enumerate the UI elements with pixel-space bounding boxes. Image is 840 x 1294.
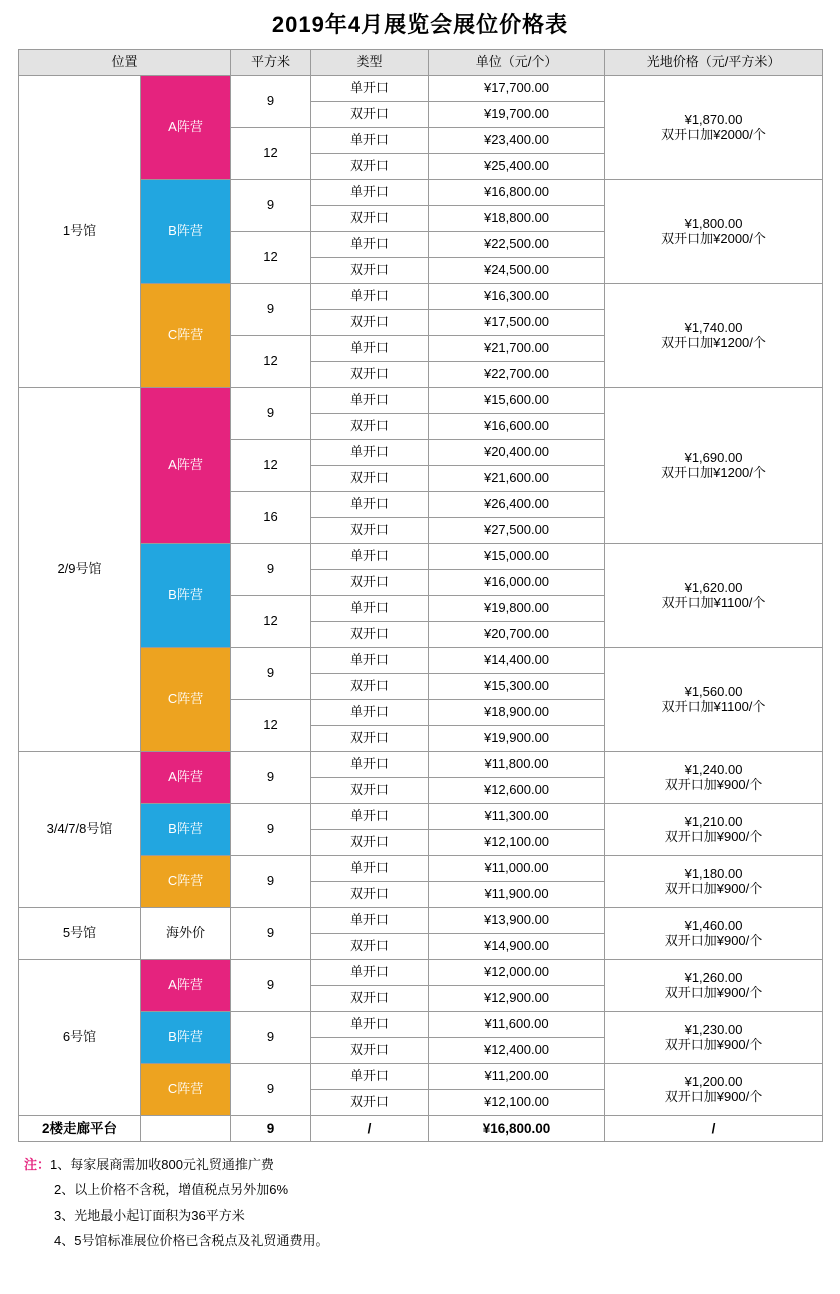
corridor-unit-cell: ¥16,800.00 [429, 1116, 605, 1142]
camp-cell: B阵营 [141, 180, 231, 284]
type-cell: 双开口 [311, 258, 429, 284]
note-item-3: 3、光地最小起订面积为36平方米 [54, 1207, 245, 1223]
camp-cell: C阵营 [141, 856, 231, 908]
header-cell-land: 光地价格（元/平方米） [605, 50, 823, 76]
hall-cell: 3/4/7/8号馆 [19, 752, 141, 908]
unit-price-cell: ¥18,800.00 [429, 206, 605, 232]
land-price-note: 双开口加¥1200/个 [661, 334, 766, 350]
land-price-cell [605, 180, 823, 284]
unit-price-cell: ¥22,500.00 [429, 232, 605, 258]
unit-price-cell: ¥11,000.00 [429, 856, 605, 882]
unit-price-cell: ¥18,900.00 [429, 700, 605, 726]
unit-price-cell: ¥25,400.00 [429, 154, 605, 180]
header-cell-location: 位置 [19, 50, 231, 76]
land-price-value: ¥1,210.00 [684, 813, 743, 829]
unit-price-cell: ¥12,100.00 [429, 1090, 605, 1116]
land-price-value: ¥1,180.00 [684, 865, 743, 881]
land-price-cell [605, 856, 823, 908]
unit-price-cell: ¥22,700.00 [429, 362, 605, 388]
area-cell: 9 [231, 180, 311, 232]
unit-price-cell: ¥20,700.00 [429, 622, 605, 648]
price-table [18, 49, 823, 1142]
type-cell: 单开口 [311, 492, 429, 518]
type-cell: 双开口 [311, 206, 429, 232]
type-cell: 双开口 [311, 986, 429, 1012]
notes-lead: 注： [24, 1157, 51, 1172]
unit-price-cell: ¥14,900.00 [429, 934, 605, 960]
area-cell: 9 [231, 908, 311, 960]
hall-cell: 1号馆 [19, 76, 141, 388]
camp-cell: A阵营 [141, 76, 231, 180]
land-price-cell [605, 908, 823, 960]
unit-price-cell: ¥26,400.00 [429, 492, 605, 518]
type-cell: 单开口 [311, 700, 429, 726]
page-title: 2019年4月展览会展位价格表 [271, 12, 569, 37]
land-price-cell [605, 388, 823, 544]
note-item-4: 4、5号馆标准展位价格已含税点及礼贸通费用。 [54, 1233, 329, 1249]
header-cell-type: 类型 [311, 50, 429, 76]
table-header [19, 50, 823, 76]
type-cell: 双开口 [311, 414, 429, 440]
unit-price-cell: ¥13,900.00 [429, 908, 605, 934]
land-price-note: 双开口加¥900/个 [664, 880, 763, 896]
camp-cell: B阵营 [141, 804, 231, 856]
camp-cell: A阵营 [141, 752, 231, 804]
type-cell: 双开口 [311, 154, 429, 180]
area-cell: 9 [231, 284, 311, 336]
type-cell: 单开口 [311, 960, 429, 986]
camp-cell: C阵营 [141, 1064, 231, 1116]
land-price-note: 双开口加¥900/个 [664, 1088, 763, 1104]
unit-price-cell: ¥16,800.00 [429, 180, 605, 206]
area-cell: 12 [231, 336, 311, 388]
unit-price-cell: ¥11,600.00 [429, 1012, 605, 1038]
unit-price-cell: ¥21,600.00 [429, 466, 605, 492]
unit-price-cell: ¥20,400.00 [429, 440, 605, 466]
type-cell: 单开口 [311, 232, 429, 258]
unit-price-cell: ¥12,000.00 [429, 960, 605, 986]
unit-price-cell: ¥15,600.00 [429, 388, 605, 414]
table-body [19, 76, 823, 1142]
camp-cell: B阵营 [141, 544, 231, 648]
type-cell: 双开口 [311, 674, 429, 700]
table-row [19, 388, 823, 414]
unit-price-cell: ¥24,500.00 [429, 258, 605, 284]
note-row-3 [24, 1203, 822, 1228]
area-cell: 9 [231, 752, 311, 804]
table-row-corridor [19, 1116, 823, 1142]
table-row [19, 76, 823, 102]
unit-price-cell: ¥17,500.00 [429, 310, 605, 336]
corridor-area-cell: 9 [231, 1116, 311, 1142]
unit-price-cell: ¥11,800.00 [429, 752, 605, 778]
header-cell-area: 平方米 [231, 50, 311, 76]
land-price-cell [605, 960, 823, 1012]
land-price-cell [605, 1064, 823, 1116]
type-cell: 单开口 [311, 1012, 429, 1038]
note-item-1: 1、每家展商需加收800元礼贸通推广费 [50, 1157, 274, 1172]
note-item-2: 2、以上价格不含税，增值税点另外加6% [54, 1182, 289, 1198]
unit-price-cell: ¥19,700.00 [429, 102, 605, 128]
header-cell-unit: 单位（元/个） [429, 50, 605, 76]
type-cell: 单开口 [311, 648, 429, 674]
type-cell: 双开口 [311, 362, 429, 388]
land-price-value: ¥1,870.00 [684, 111, 743, 127]
type-cell: 双开口 [311, 1038, 429, 1064]
land-price-note: 双开口加¥900/个 [664, 932, 763, 948]
land-price-value: ¥1,200.00 [684, 1073, 743, 1089]
unit-price-cell: ¥16,600.00 [429, 414, 605, 440]
area-cell: 12 [231, 700, 311, 752]
land-price-note: 双开口加¥1100/个 [661, 594, 766, 610]
land-price-note: 双开口加¥1200/个 [661, 464, 766, 480]
table-row [19, 960, 823, 986]
notes-block [18, 1152, 822, 1253]
unit-price-cell: ¥11,300.00 [429, 804, 605, 830]
type-cell: 单开口 [311, 336, 429, 362]
unit-price-cell: ¥11,200.00 [429, 1064, 605, 1090]
unit-price-cell: ¥15,000.00 [429, 544, 605, 570]
unit-price-cell: ¥16,000.00 [429, 570, 605, 596]
land-price-note: 双开口加¥900/个 [664, 984, 763, 1000]
land-price-value: ¥1,620.00 [684, 579, 743, 595]
land-price-cell [605, 544, 823, 648]
land-price-value: ¥1,260.00 [684, 969, 743, 985]
area-cell: 12 [231, 596, 311, 648]
type-cell: 双开口 [311, 934, 429, 960]
type-cell: 单开口 [311, 1064, 429, 1090]
camp-cell: A阵营 [141, 388, 231, 544]
corridor-hall-cell: 2楼走廊平台 [19, 1116, 141, 1142]
land-price-note: 双开口加¥1100/个 [661, 698, 766, 714]
unit-price-cell: ¥12,100.00 [429, 830, 605, 856]
type-cell: 双开口 [311, 882, 429, 908]
hall-cell: 6号馆 [19, 960, 141, 1116]
type-cell: 双开口 [311, 102, 429, 128]
land-price-value: ¥1,690.00 [684, 449, 743, 465]
note-row-4 [24, 1228, 822, 1253]
type-cell: 单开口 [311, 284, 429, 310]
type-cell: 单开口 [311, 856, 429, 882]
note-row-2 [24, 1177, 822, 1202]
land-price-value: ¥1,800.00 [684, 215, 743, 231]
type-cell: 单开口 [311, 908, 429, 934]
area-cell: 12 [231, 440, 311, 492]
land-price-cell [605, 1012, 823, 1064]
hall-cell: 5号馆 [19, 908, 141, 960]
land-price-value: ¥1,460.00 [684, 917, 743, 933]
area-cell: 9 [231, 804, 311, 856]
corridor-camp-cell [141, 1116, 231, 1142]
type-cell: 单开口 [311, 128, 429, 154]
hall-cell: 2/9号馆 [19, 388, 141, 752]
land-price-note: 双开口加¥900/个 [664, 776, 763, 792]
type-cell: 单开口 [311, 804, 429, 830]
type-cell: 双开口 [311, 622, 429, 648]
type-cell: 单开口 [311, 76, 429, 102]
area-cell: 12 [231, 128, 311, 180]
type-cell: 双开口 [311, 570, 429, 596]
land-price-cell [605, 76, 823, 180]
land-price-cell [605, 284, 823, 388]
type-cell: 双开口 [311, 466, 429, 492]
unit-price-cell: ¥15,300.00 [429, 674, 605, 700]
unit-price-cell: ¥12,600.00 [429, 778, 605, 804]
type-cell: 单开口 [311, 544, 429, 570]
area-cell: 9 [231, 76, 311, 128]
camp-cell: 海外价 [141, 908, 231, 960]
type-cell: 单开口 [311, 596, 429, 622]
area-cell: 9 [231, 648, 311, 700]
land-price-note: 双开口加¥900/个 [664, 1036, 763, 1052]
type-cell: 单开口 [311, 180, 429, 206]
land-price-value: ¥1,230.00 [684, 1021, 743, 1037]
camp-cell: B阵营 [141, 1012, 231, 1064]
unit-price-cell: ¥19,900.00 [429, 726, 605, 752]
area-cell: 9 [231, 1064, 311, 1116]
unit-price-cell: ¥16,300.00 [429, 284, 605, 310]
land-price-cell [605, 752, 823, 804]
unit-price-cell: ¥12,900.00 [429, 986, 605, 1012]
unit-price-cell: ¥17,700.00 [429, 76, 605, 102]
type-cell: 双开口 [311, 518, 429, 544]
camp-cell: A阵营 [141, 960, 231, 1012]
land-price-cell [605, 804, 823, 856]
note-row-1 [24, 1152, 822, 1177]
table-row [19, 908, 823, 934]
type-cell: 双开口 [311, 830, 429, 856]
unit-price-cell: ¥19,800.00 [429, 596, 605, 622]
type-cell: 单开口 [311, 752, 429, 778]
unit-price-cell: ¥11,900.00 [429, 882, 605, 908]
type-cell: 双开口 [311, 726, 429, 752]
land-price-value: ¥1,560.00 [684, 683, 743, 699]
area-cell: 9 [231, 960, 311, 1012]
land-price-cell [605, 648, 823, 752]
unit-price-cell: ¥27,500.00 [429, 518, 605, 544]
land-price-note: 双开口加¥2000/个 [661, 126, 766, 142]
land-price-value: ¥1,740.00 [684, 319, 743, 335]
unit-price-cell: ¥21,700.00 [429, 336, 605, 362]
land-price-note: 双开口加¥900/个 [664, 828, 763, 844]
area-cell: 16 [231, 492, 311, 544]
land-price-value: ¥1,240.00 [684, 761, 743, 777]
unit-price-cell: ¥14,400.00 [429, 648, 605, 674]
area-cell: 9 [231, 388, 311, 440]
type-cell: 双开口 [311, 310, 429, 336]
table-header-row [19, 50, 823, 76]
type-cell: 单开口 [311, 388, 429, 414]
table-row [19, 752, 823, 778]
land-price-note: 双开口加¥2000/个 [661, 230, 766, 246]
corridor-type-cell: / [311, 1116, 429, 1142]
corridor-land-cell: / [605, 1116, 823, 1142]
unit-price-cell: ¥12,400.00 [429, 1038, 605, 1064]
area-cell: 9 [231, 544, 311, 596]
camp-cell: C阵营 [141, 648, 231, 752]
camp-cell: C阵营 [141, 284, 231, 388]
type-cell: 双开口 [311, 1090, 429, 1116]
area-cell: 9 [231, 1012, 311, 1064]
unit-price-cell: ¥23,400.00 [429, 128, 605, 154]
area-cell: 9 [231, 856, 311, 908]
area-cell: 12 [231, 232, 311, 284]
type-cell: 单开口 [311, 440, 429, 466]
type-cell: 双开口 [311, 778, 429, 804]
